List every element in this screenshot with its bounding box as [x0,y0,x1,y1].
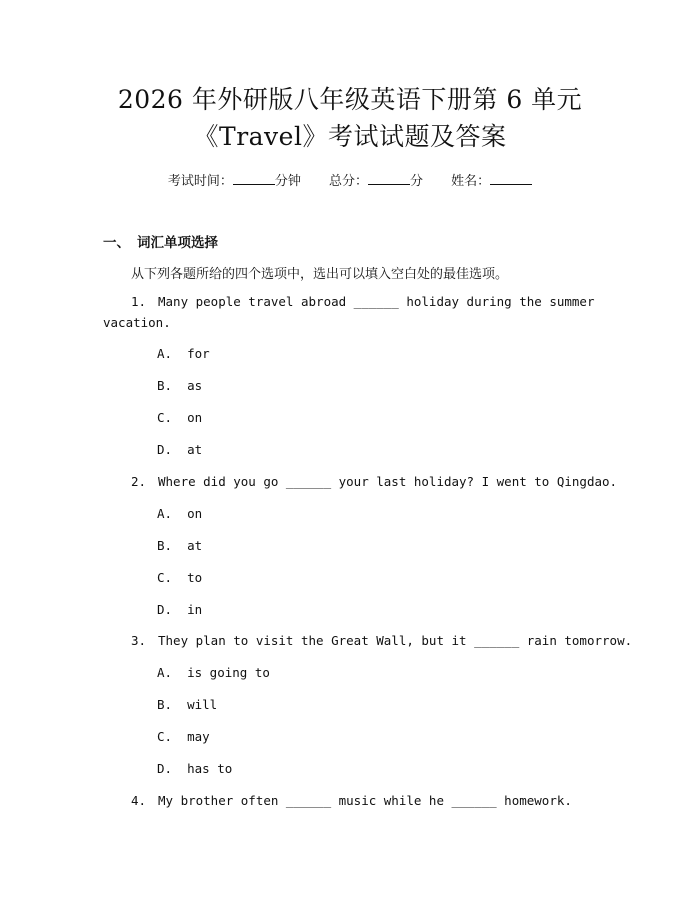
exam-time-unit: 分钟 [274,174,301,189]
option-1d[interactable]: D. at [157,442,203,457]
exam-score-blank[interactable] [368,172,410,185]
option-2d[interactable]: D. in [157,602,203,617]
question-text: Many people travel abroad ______ holiday during the summer [158,294,595,309]
question-2 [131,471,617,492]
section-title: 词汇单项选择 [137,235,218,251]
option-1c[interactable]: C. on [157,410,203,425]
question-number: 2. [131,474,147,489]
question-number: 1. [131,294,147,309]
document-title-line-2: 《Travel》考试试题及答案 [193,122,507,151]
exam-meta [0,170,700,189]
document-title-line-1: 2026 年外研版八年级英语下册第 6 单元 [117,85,583,114]
exam-name-blank[interactable] [490,172,532,185]
option-2b[interactable]: B. at [157,538,203,553]
exam-time-blank[interactable] [233,172,275,185]
question-number: 3. [131,633,147,648]
option-1a[interactable]: A. for [157,346,210,361]
question-text: My brother often ______ music while he ______ homework. [158,793,572,808]
question-number: 4. [131,793,147,808]
question-1-continuation: vacation. [103,315,171,330]
exam-name-label: 姓名： [451,174,491,189]
exam-time [168,170,301,189]
question-4 [131,790,572,811]
exam-score [329,170,423,189]
option-3b[interactable]: B. will [157,697,218,712]
section-number: 一、 [103,235,130,251]
exam-score-unit: 分 [410,174,424,189]
question-text: They plan to visit the Great Wall, but it ______ rain tomorrow. [158,633,633,648]
question-3 [131,630,632,651]
section-instruction: 从下列各题所给的四个选项中，选出可以填入空白处的最佳选项。 [131,267,509,282]
option-3a[interactable]: A. is going to [157,665,270,680]
question-text: Where did you go ______ your last holiday? I went to Qingdao. [158,474,618,489]
option-2a[interactable]: A. on [157,506,203,521]
exam-name [451,170,532,189]
exam-time-label: 考试时间： [167,174,233,189]
exam-score-label: 总分： [328,174,368,189]
section-heading [103,231,218,251]
option-3d[interactable]: D. has to [157,761,233,776]
question-1 [131,291,595,312]
option-2c[interactable]: C. to [157,570,203,585]
option-3c[interactable]: C. may [157,729,210,744]
option-1b[interactable]: B. as [157,378,203,393]
